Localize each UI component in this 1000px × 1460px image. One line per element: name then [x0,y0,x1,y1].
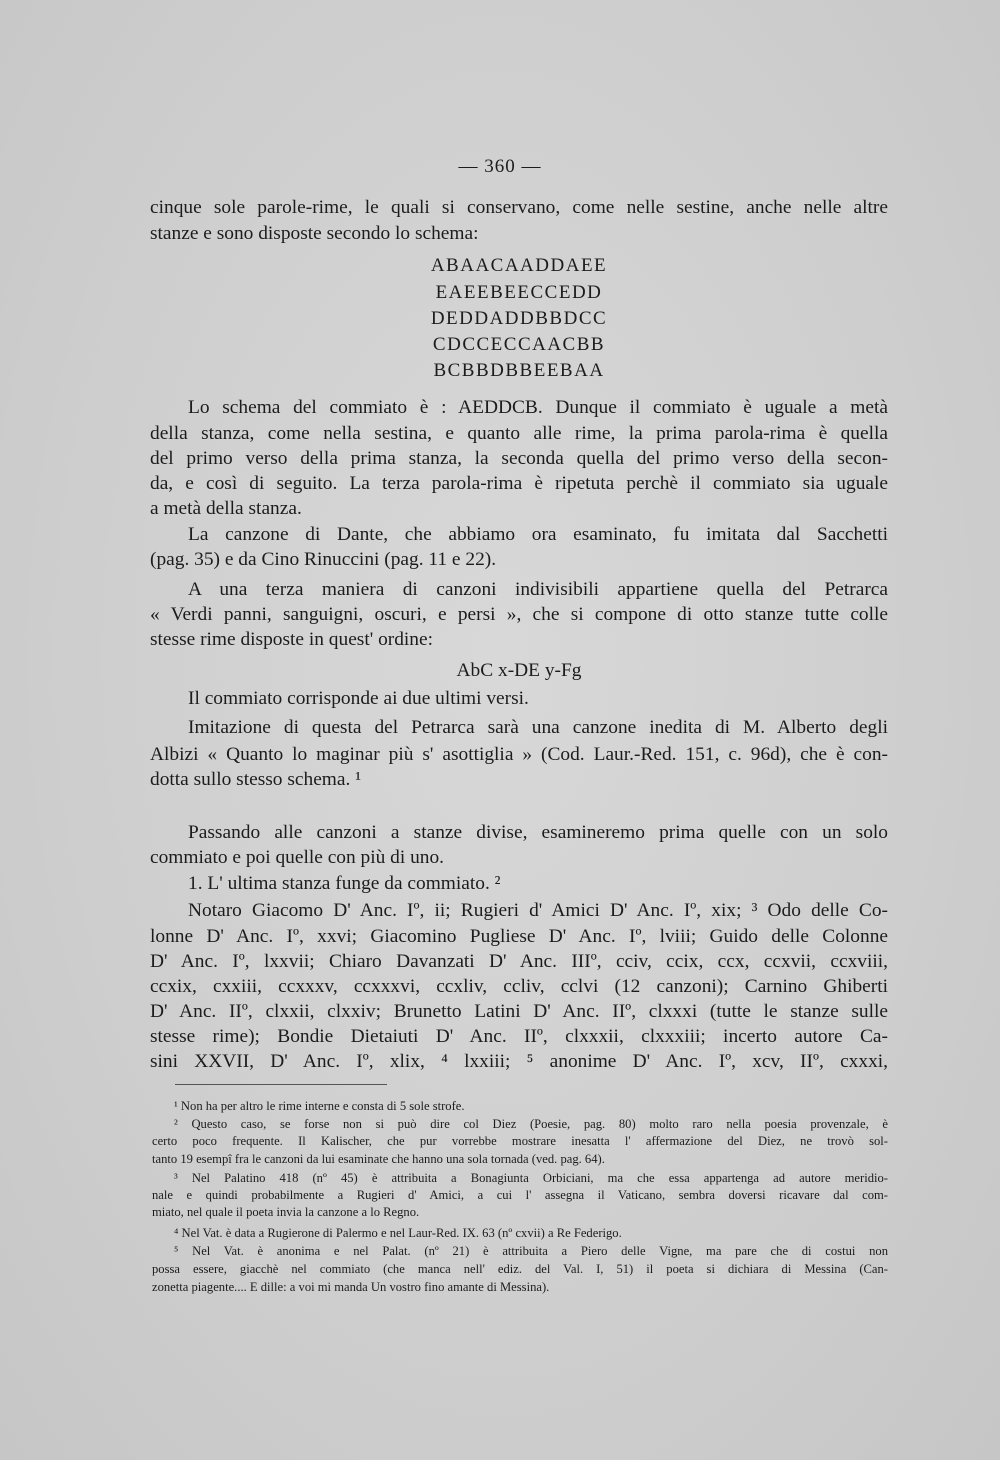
text-line: D' Anc. IIº, clxxii, clxxiv; Brunetto Latini D' Anc. IIº, clxxxi (tutte le stanze sulle [150,1001,888,1022]
rhyme-scheme-row: EAEEBEECCEDD [435,282,603,303]
footnote: miato, nel quale il poeta invia la canzone a lo Regno. [152,1205,420,1219]
text-line: stanze e sono disposte secondo lo schema: [150,223,479,244]
text-line: sini XXVII, D' Anc. Iº, xlix, ⁴ lxxiii; ⁵ anonime D' Anc. Iº, xcv, IIº, cxxxi, [150,1051,888,1072]
text-line: da, e così di seguito. La terza parola-rima è ripetuta perchè il commiato sia uguale [150,473,888,494]
rhyme-scheme-row: ABAACAADDAEE [430,255,608,276]
text-line: D' Anc. Iº, lxxvii; Chiaro Davanzati D' Anc. IIIº, cciv, ccix, ccx, ccxvii, ccxviii, [150,951,888,972]
rhyme-scheme-row: DEDDADDBBDCC [430,308,608,329]
text-line: cinque sole parole-rime, le quali si conservano, come nelle sestine, anche nelle altre [150,197,888,218]
footnote: possa essere, giacchè nel commiato (che manca nell' ediz. del Val. I, 51) il poeta si dichiara di Messina (Can- [152,1262,888,1276]
text-line: stesse rime); Bondie Dietaiuti D' Anc. IIº, clxxxii, clxxxiii; incerto autore Ca- [150,1026,888,1047]
footnote: ³ Nel Palatino 418 (nº 45) è attribuita a Bonagiunta Orbiciani, ma che essa appartenga ad autore meridio- [174,1171,888,1185]
footnote: nale e quindi probabilmente a Rugieri d' Amici, a cui l' assegna il Vaticano, sembra doversi ricavare dal com- [152,1188,888,1202]
text-line: « Verdi panni, sanguigni, oscuri, e persi », che si compone di otto stanze tutte colle [150,604,888,625]
text-line: stesse rime disposte in quest' ordine: [150,629,434,650]
text-line: Passando alle canzoni a stanze divise, esamineremo prima quelle con un solo [188,822,888,843]
footnote: ² Questo caso, se forse non si può dire col Diez (Poesie, pag. 80) molto raro nella poesia provenzale, è [174,1117,888,1131]
rhyme-scheme-row: CDCCECCAACBB [432,334,606,355]
footnote-divider [175,1084,387,1085]
footnote: ¹ Non ha per altro le rime interne e consta di 5 sole strofe. [174,1099,465,1113]
page-number: — 360 — [458,156,542,177]
text-line: dotta sullo stesso schema. ¹ [150,769,362,790]
text-line: ccxix, cxxiii, ccxxxv, ccxxxvi, ccxliv, ccliv, cclvi (12 canzoni); Carnino Ghiberti [150,976,888,997]
text-line: Lo schema del commiato è : AEDDCB. Dunque il commiato è uguale a metà [188,397,888,418]
rhyme-scheme-row: BCBBDBBEEBAA [433,360,605,381]
text-line: (pag. 35) e da Cino Rinuccini (pag. 11 e 22). [150,549,497,570]
footnote: ⁴ Nel Vat. è data a Rugierone di Palermo e nel Laur-Red. IX. 63 (nº cxvii) a Re Federigo. [174,1226,622,1240]
footnote: tanto 19 esempî fra le canzoni da lui esaminate che hanno una sola tornada (ved. pag. 64). [152,1152,605,1166]
rhyme-formula: AbC x-DE y-Fg [456,660,582,681]
text-line: Imitazione di questa del Petrarca sarà una canzone inedita di M. Alberto degli [188,717,888,738]
text-line: Il commiato corrisponde ai due ultimi versi. [188,688,529,709]
section-heading: 1. L' ultima stanza funge da commiato. ² [188,873,501,894]
footnote: ⁵ Nel Vat. è anonima e nel Palat. (nº 21) è attribuita a Piero delle Vigne, ma pare che di costui non [174,1244,888,1258]
text-line: lonne D' Anc. Iº, xxvi; Giacomino Pugliese D' Anc. Iº, lviii; Guido delle Colonne [150,926,888,947]
text-line: della stanza, come nella sestina, e quanto alle rime, la prima parola-rima è quella [150,423,888,444]
footnote: zonetta piagente.... E dille: a voi mi manda Un vostro fino amante di Messina). [152,1280,550,1294]
text-line: commiato e poi quelle con più di uno. [150,847,445,868]
text-line: A una terza maniera di canzoni indivisibili appartiene quella del Petrarca [188,579,888,600]
text-line: Notaro Giacomo D' Anc. Iº, ii; Rugieri d' Amici D' Anc. Iº, xix; ³ Odo delle Co- [188,900,888,921]
text-line: del primo verso della prima stanza, la seconda quella del primo verso della secon- [150,448,888,469]
footnote: certo poco frequente. Il Kalischer, che pur vorrebbe mostrare inesatta l' affermazione del Diez, ne trovò sol- [152,1134,888,1148]
text-line: a metà della stanza. [150,498,302,519]
text-line: La canzone di Dante, che abbiamo ora esaminato, fu imitata dal Sacchetti [188,524,888,545]
text-line: Albizi « Quanto lo maginar più s' asottiglia » (Cod. Laur.-Red. 151, c. 96d), che è con- [150,744,888,765]
